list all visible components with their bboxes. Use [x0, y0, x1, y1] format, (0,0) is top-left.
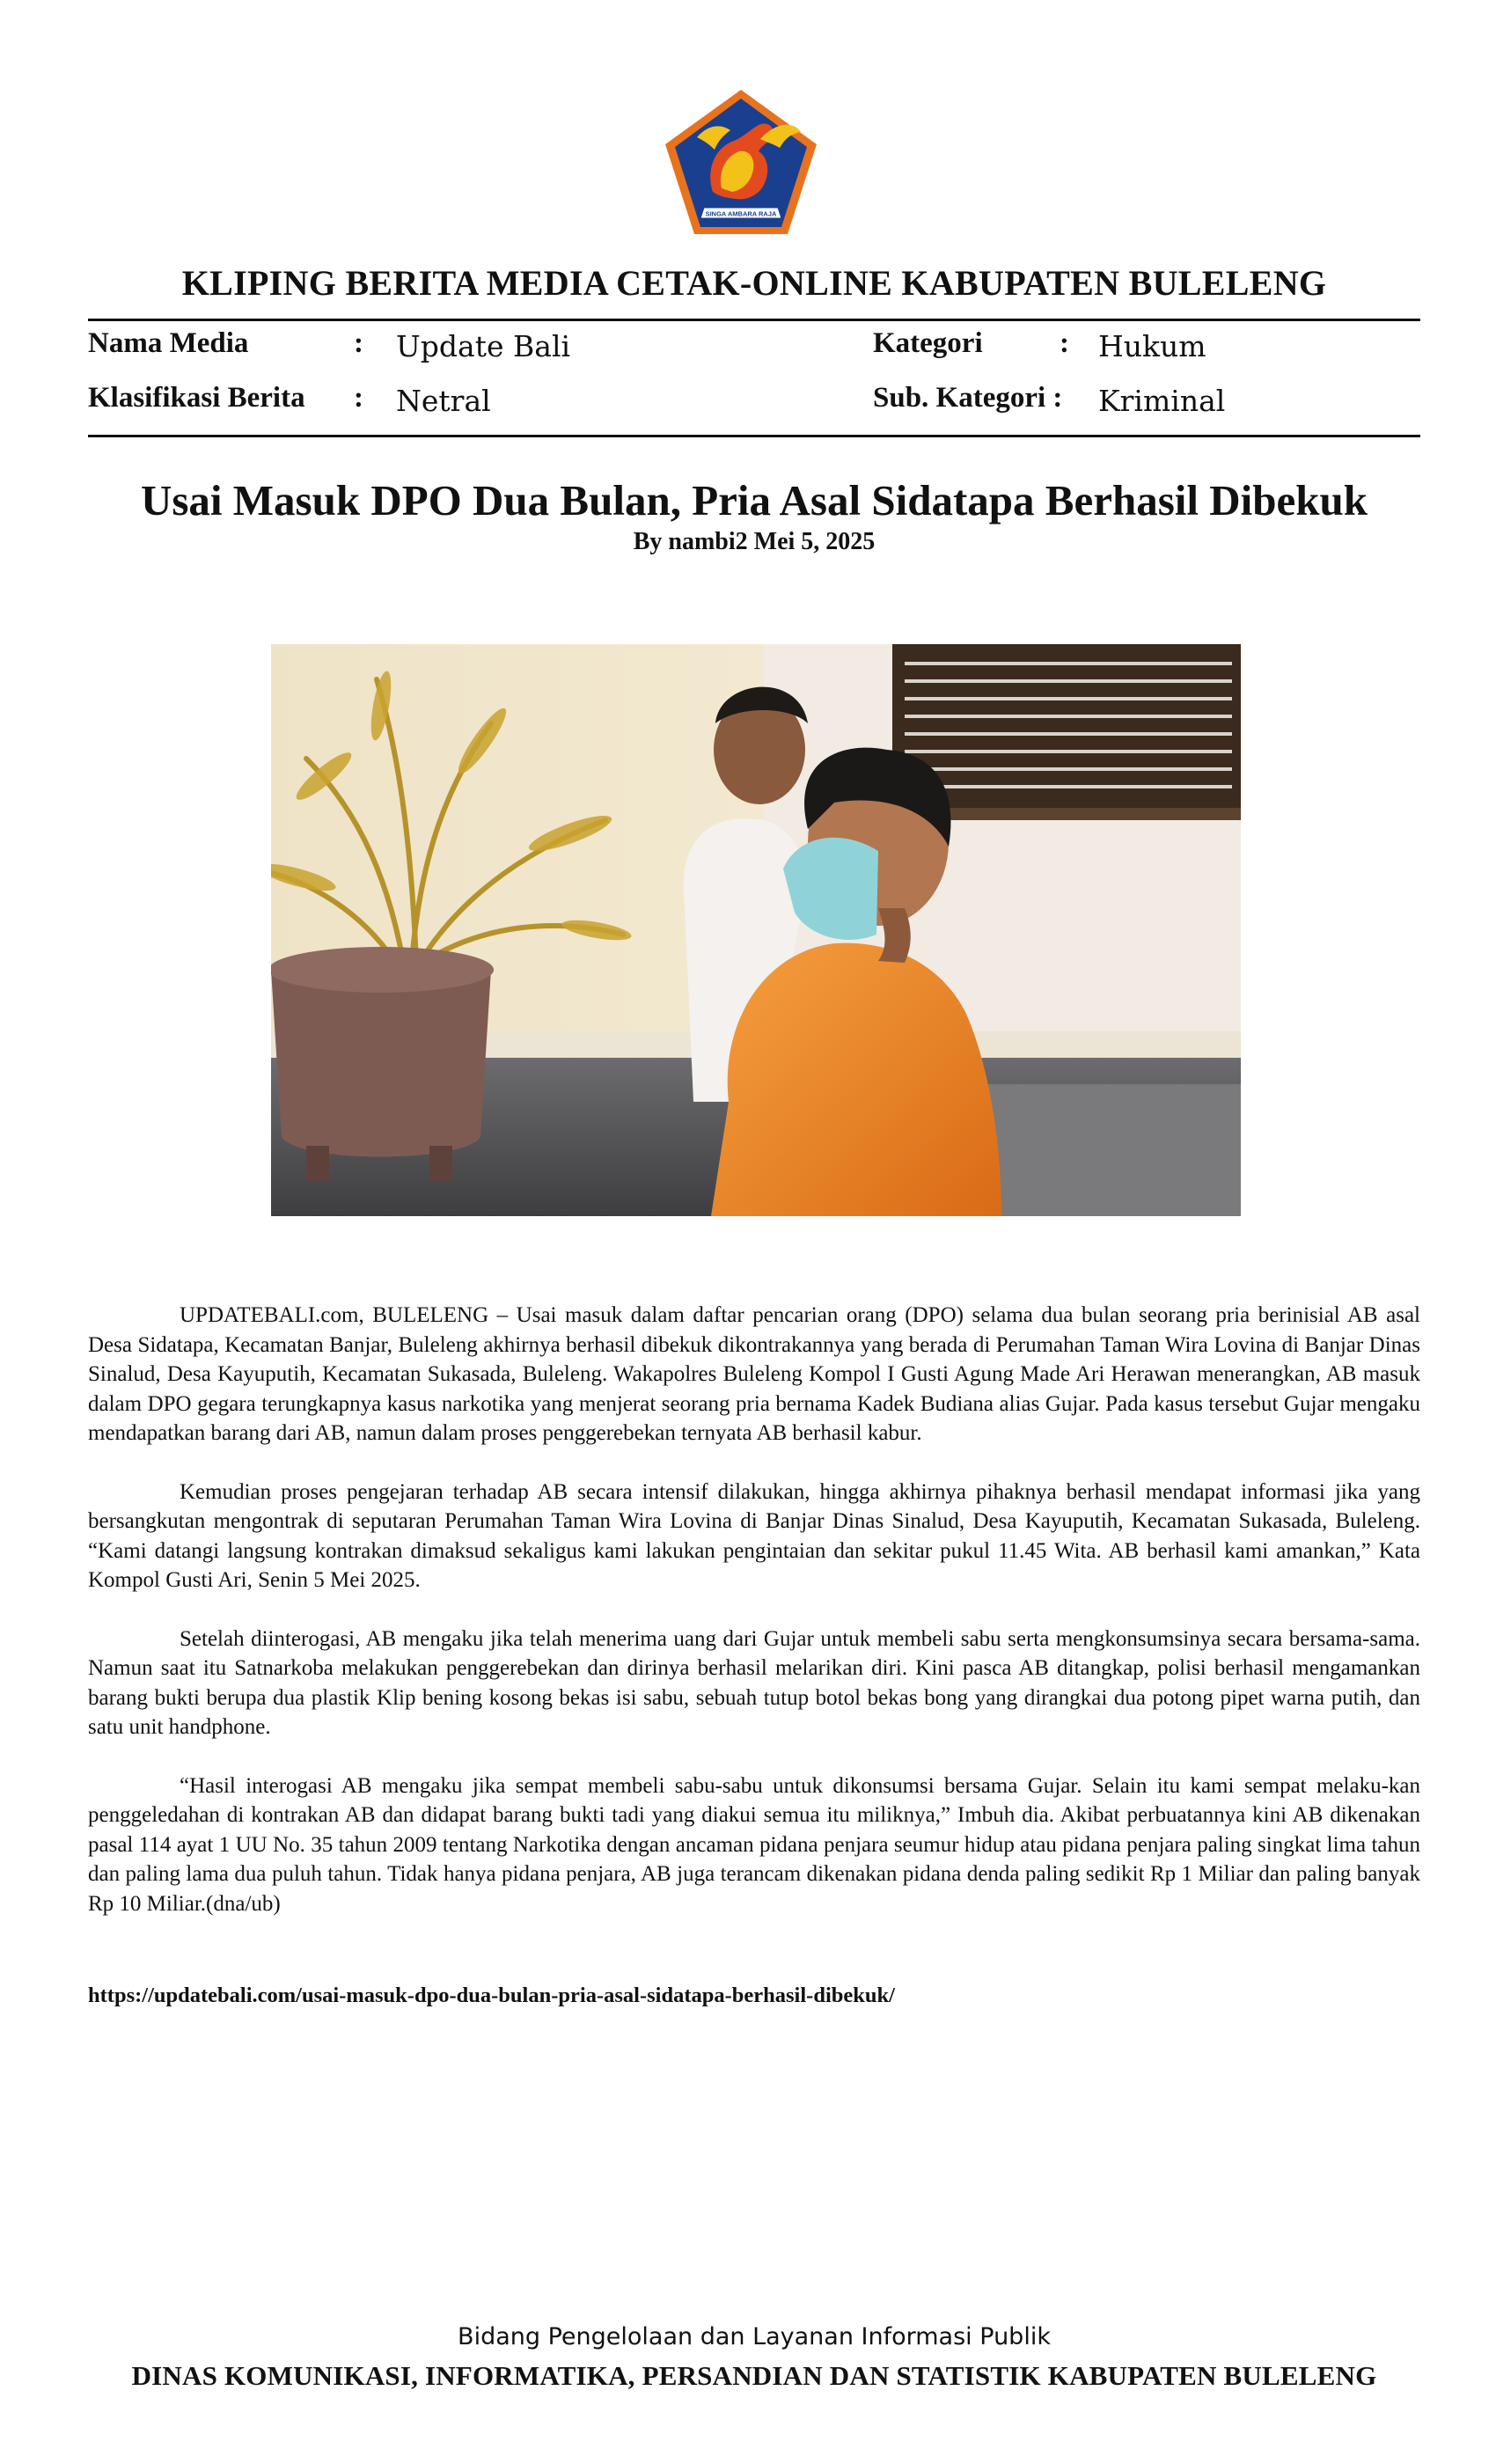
sub-kategori-label: Sub. Kategori :	[873, 382, 1063, 414]
logo-motto: SINGA AMBARA RAJA	[705, 209, 777, 218]
footer-agency: DINAS KOMUNIKASI, INFORMATIKA, PERSANDIAN DAN STATISTIK KABUPATEN BULELENG	[131, 2360, 1377, 2391]
footer-division: Bidang Pengelolaan dan Layanan Informasi Publik	[458, 2323, 1051, 2350]
kategori-colon: :	[1060, 327, 1069, 359]
klasifikasi-label: Klasifikasi Berita	[88, 382, 305, 414]
sub-kategori-value: Kriminal	[1098, 384, 1226, 418]
header-bottom-rule	[88, 435, 1420, 437]
kategori-label: Kategori	[873, 327, 983, 359]
article-paragraph: UPDATEBALI.com, BULELENG – Usai masuk dalam daftar pencarian orang (DPO) selama dua bulan seorang pria berinisial AB asal Desa Sidatapa, Kecamatan Banjar, Buleleng akhirnya berhasil dibekuk dikontrakannya yang berada di Perumahan Taman Wira Lovina di Banjar Dinas Sinalud, Desa Kayuputih, Kecamatan Sukasada, Buleleng. Wakapolres Buleleng Kompol I Gusti Agung Made Ari Herawan menerangkan, AB masuk dalam DPO gegara terungkapnya kasus narkotika yang menjerat seorang pria bernama Kadek Budiana alias Gujar. Pada kasus tersebut Gujar mengaku mendapatkan barang dari AB, namun dalam proses penggerebekan ternyata AB berhasil kabur.	[88, 1303, 1420, 1445]
article-byline: By nambi2 Mei 5, 2025	[633, 528, 876, 555]
meta-row-media	[88, 327, 1420, 371]
article-paragraph: Setelah diinterogasi, AB mengaku jika telah menerima uang dari Gujar untuk membeli sabu serta mengkonsumsinya secara bersama-sama. Namun saat itu Satnarkoba melakukan penggerebekan dan dirinya berhasil melarikan diri. Kini pasca AB ditangkap, polisi berhasil mengamankan barang bukti berupa dua plastik Klip bening kosong bekas isi sabu, sebuah tutup botol bekas bong yang dirangkai dua potong pipet warna putih, dan satu unit handphone.	[88, 1626, 1420, 1739]
article-body	[88, 1301, 1420, 1947]
singa-ambara-raja-emblem-icon	[662, 86, 820, 238]
article-title: Usai Masuk DPO Dua Bulan, Pria Asal Sidatapa Berhasil Dibekuk	[140, 476, 1368, 524]
meta-row-klasifikasi	[88, 382, 1420, 426]
source-link[interactable]: https://updatebali.com/usai-masuk-dpo-dua-bulan-pria-asal-sidatapa-berhasil-dibekuk/	[88, 1984, 895, 2007]
klasifikasi-colon: :	[354, 382, 363, 414]
kategori-value: Hukum	[1098, 329, 1206, 363]
nama-media-label: Nama Media	[88, 327, 249, 359]
nama-media-colon: :	[354, 327, 363, 359]
article-paragraph: “Hasil interogasi AB mengaku jika sempat membeli sabu-sabu untuk dikonsumsi bersama Gujar. Selain itu kami sempat melaku-kan penggeledahan di kontrakan AB dan didapat barang bukti tadi yang diakui semua itu miliknya,” Imbuh dia. Akibat perbuatannya kini AB dikenakan pasal 114 ayat 1 UU No. 35 tahun 2009 tentang Narkotika dengan ancaman pidana penjara seumur hidup atau pidana penjara paling singkat lima tahun dan paling lama dua puluh tahun. Tidak hanya pidana penjara, AB juga terancam dikenakan pidana denda paling sedikit Rp 1 Miliar dan paling banyak Rp 10 Miliar.(dna/ub)	[88, 1773, 1420, 1916]
regency-logo	[662, 86, 820, 238]
header-top-rule	[88, 319, 1420, 321]
article-photo	[271, 644, 1241, 1216]
article-paragraph: Kemudian proses pengejaran terhadap AB secara intensif dilakukan, hingga akhirnya pihaknya berhasil mendapat informasi jika yang bersangkutan mengontrak di seputaran Perumahan Taman Wira Lovina di Banjar Dinas Sinalud, Desa Kayuputih, Kecamatan Sukasada, Buleleng. “Kami datangi langsung kontrakan dimaksud sekaligus kami lakukan pengintaian dan sekitar pukul 11.45 Wita. AB berhasil kami amankan,” Kata Kompol Gusti Ari, Senin 5 Mei 2025.	[88, 1479, 1420, 1592]
klasifikasi-value: Netral	[396, 384, 491, 418]
nama-media-value: Update Bali	[396, 329, 571, 363]
kliping-header-title: KLIPING BERITA MEDIA CETAK-ONLINE KABUPATEN BULELENG	[181, 263, 1327, 303]
